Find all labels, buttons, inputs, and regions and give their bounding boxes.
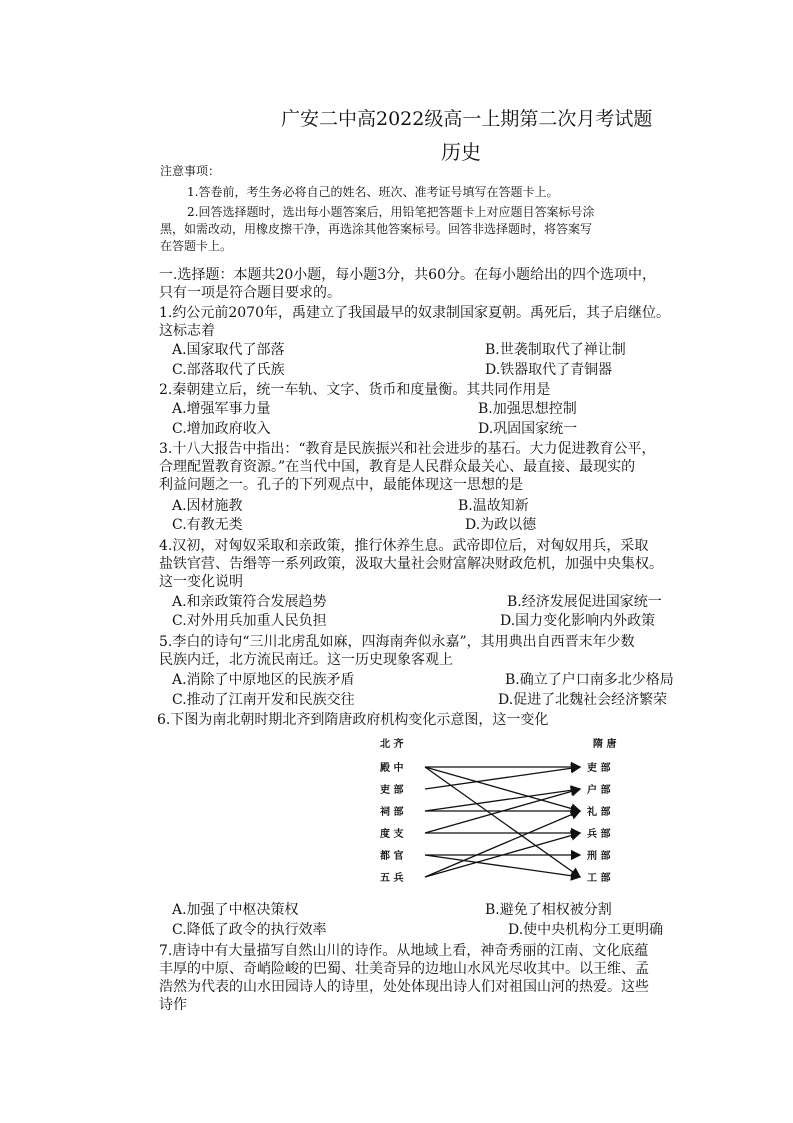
q3-option-a[interactable]: A.因材施教 <box>172 498 243 514</box>
q4-option-b[interactable]: B.经济发展促进国家统一 <box>507 594 662 610</box>
question-4-stem-cont: 这一变化说明 <box>159 574 243 590</box>
q3-option-c[interactable]: C.有教无类 <box>172 517 243 533</box>
diagram-connection-arrow <box>425 767 580 811</box>
notice-heading: 注意事项： <box>160 164 221 178</box>
diagram-connection-arrow <box>425 855 580 877</box>
q4-option-d[interactable]: D.国力变化影响内外政策 <box>500 613 656 629</box>
question-5-stem-cont: 民族内迁，北方流民南迁。这一历史现象客观上 <box>159 652 453 668</box>
diagram-left-label: 五 兵 <box>380 873 404 883</box>
diagram-right-label: 吏 部 <box>587 763 611 774</box>
q2-option-a[interactable]: A.增强军事力量 <box>172 401 271 417</box>
q6-option-b[interactable]: B.避免了相权被分割 <box>485 902 612 918</box>
q1-option-d[interactable]: D.铁器取代了青铜器 <box>485 362 613 378</box>
question-3-stem-cont: 利益问题之一。孔子的下列观点中，最能体现这一思想的是 <box>159 477 523 493</box>
notice-item-2-cont: 在答题卡上。 <box>160 239 233 253</box>
q3-option-d[interactable]: D.为政以德 <box>465 517 537 533</box>
question-7-stem-cont: 浩然为代表的山水田园诗人的诗里，处处体现出诗人们对祖国山河的热爱。这些 <box>159 979 649 995</box>
q6-option-d[interactable]: D.使中央机构分工更明确 <box>508 922 664 938</box>
notice-item-1: 1.答卷前，考生务必将自己的姓名、班次、准考证号填写在答题卡上。 <box>187 185 559 199</box>
question-4-stem-cont: 盐铁官营、告缗等一系列政策，汲取大量社会财富解决财政危机，加强中央集权。 <box>159 556 663 572</box>
question-3-stem-cont: 合理配置教育资源。”在当代中国，教育是人民群众最关心、最直接、最现实的 <box>159 459 636 475</box>
q1-option-a[interactable]: A.国家取代了部落 <box>172 342 285 358</box>
q3-option-b[interactable]: B.温故知新 <box>458 498 529 514</box>
question-1-stem-cont: 这标志着 <box>159 323 215 339</box>
section-heading-cont: 只有一项是符合题目要求的。 <box>159 285 341 301</box>
exam-title: 广安二中高2022级高一上期第二次月考试题 <box>281 108 653 130</box>
right-header: 隋 唐 <box>593 739 617 750</box>
subject-title: 历史 <box>441 140 481 164</box>
diagram-connection-arrow <box>425 767 580 789</box>
q4-option-c[interactable]: C.对外用兵加重人民负担 <box>172 613 327 629</box>
q5-option-c[interactable]: C.推动了江南开发和民族交往 <box>172 692 355 708</box>
question-7-stem-cont: 丰厚的中原、奇峭险峻的巴蜀、壮美奇异的边地山水风光尽收其中。以王维、孟 <box>159 961 649 977</box>
diagram-right-label: 礼 部 <box>587 807 611 818</box>
notice-item-2: 2.回答选择题时，选出每小题答案后，用铅笔把答题卡上对应题目答案标号涂 <box>187 205 595 219</box>
q6-option-c[interactable]: C.降低了政令的执行效率 <box>172 922 327 938</box>
question-2-stem: 2.秦朝建立后，统一车轨、文字、货币和度量衡。其共同作用是 <box>159 382 551 398</box>
diagram-left-label: 度 支 <box>380 829 404 840</box>
question-7-stem: 7.唐诗中有大量描写自然山川的诗作。从地域上看，神奇秀丽的江南、文化底蕴 <box>159 943 649 959</box>
section-heading: 一.选择题：本题共20小题，每小题3分，共60分。在每小题给出的四个选项中， <box>159 267 656 283</box>
question-7-stem-cont: 诗作 <box>159 997 187 1013</box>
diagram-left-label: 都 官 <box>380 851 404 862</box>
question-6-stem: 6.下图为南北朝时期北齐到隋唐政府机构变化示意图，这一变化 <box>157 712 549 728</box>
diagram-left-label: 吏 部 <box>380 785 404 796</box>
question-1-stem: 1.约公元前2070年，禹建立了我国最早的奴隶制国家夏朝。禹死后，其子启继位。 <box>159 305 670 321</box>
diagram-right-label: 户 部 <box>587 785 611 796</box>
q5-option-d[interactable]: D.促进了北魏社会经济繁荣 <box>498 692 668 708</box>
q5-option-b[interactable]: B.确立了户口南多北少格局 <box>505 672 674 688</box>
q1-option-b[interactable]: B.世袭制取代了禅让制 <box>485 342 626 358</box>
q1-option-c[interactable]: C.部落取代了氏族 <box>172 362 285 378</box>
question-4-stem: 4.汉初，对匈奴采取和亲政策，推行休养生息。武帝即位后，对匈奴用兵，采取 <box>159 538 649 554</box>
diagram-connection-arrow <box>425 767 580 877</box>
q2-option-d[interactable]: D.巩固国家统一 <box>478 421 578 437</box>
q4-option-a[interactable]: A.和亲政策符合发展趋势 <box>172 594 327 610</box>
q2-option-b[interactable]: B.加强思想控制 <box>478 401 577 417</box>
diagram-left-label: 祠 部 <box>380 807 404 818</box>
q5-option-a[interactable]: A.消除了中原地区的民族矛盾 <box>172 672 355 688</box>
diagram-right-label: 兵 部 <box>587 829 611 840</box>
diagram-connection-arrow <box>425 789 580 811</box>
q2-option-c[interactable]: C.增加政府收入 <box>172 421 271 437</box>
diagram-connection-arrow <box>425 811 580 877</box>
q6-option-a[interactable]: A.加强了中枢决策权 <box>172 902 299 918</box>
left-header: 北 齐 <box>380 739 404 750</box>
diagram-left-label: 殿 中 <box>380 763 404 774</box>
question-5-stem: 5.李白的诗句“三川北虏乱如麻，四海南奔似永嘉”，其用典出自西晋末年少数 <box>159 634 635 650</box>
diagram-right-label: 刑 部 <box>587 851 611 862</box>
question-3-stem: 3.十八大报告中指出：“教育是民族振兴和社会进步的基石。大力促进教育公平， <box>159 441 656 457</box>
diagram-right-label: 工 部 <box>587 873 611 883</box>
notice-item-2-cont: 黑，如需改动，用橡皮擦干净，再选涂其他答案标号。回答非选择题时，将答案写 <box>160 222 593 236</box>
government-structure-diagram <box>375 733 675 883</box>
